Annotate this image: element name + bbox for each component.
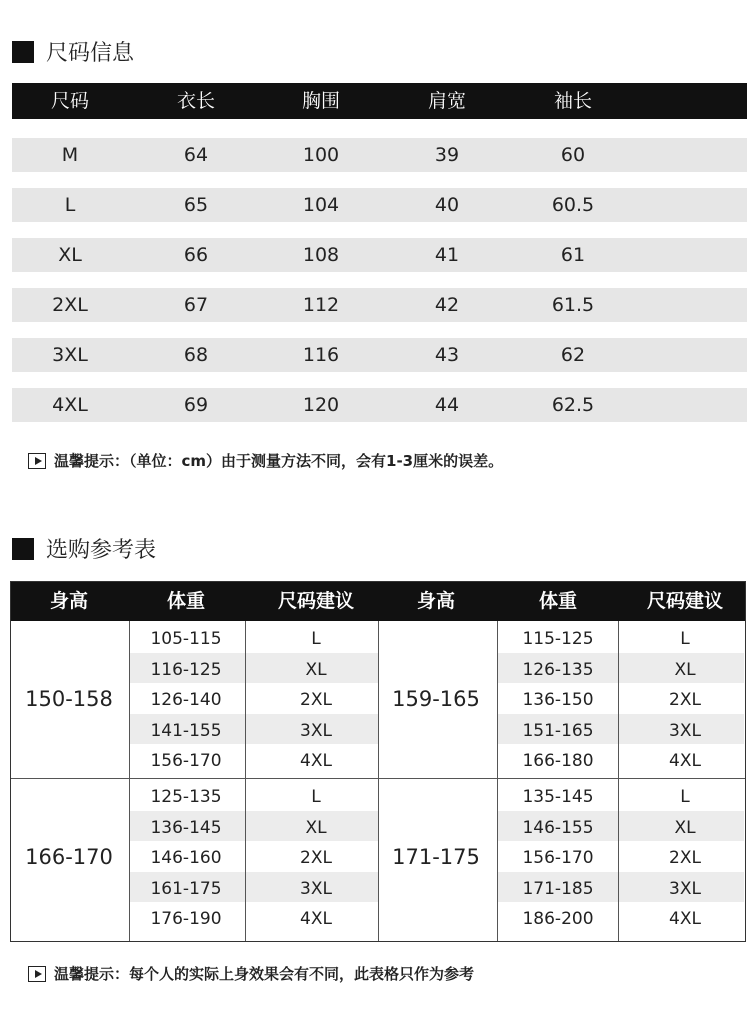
size-suggestion-cell: XL (305, 817, 327, 838)
size-cell: 65 (183, 194, 209, 216)
column-divider (497, 621, 498, 941)
size-cell: 40 (434, 194, 460, 216)
size-row (12, 338, 747, 372)
column-divider (618, 621, 619, 941)
ref-header-cell: 尺码建议 (646, 590, 724, 612)
size-cell: XL (58, 244, 82, 266)
size-info-title (12, 36, 134, 67)
weight-cell: 125-135 (150, 787, 222, 808)
weight-cell: 115-125 (522, 629, 594, 650)
square-bullet-icon (12, 538, 34, 560)
fit-note (28, 963, 474, 984)
size-cell: 120 (302, 394, 340, 416)
weight-cell: 161-175 (150, 878, 222, 899)
size-suggestion-cell: 4XL (669, 909, 701, 930)
size-cell: 67 (183, 294, 209, 316)
weight-cell: 135-145 (522, 787, 594, 808)
size-suggestion-cell: 2XL (669, 848, 701, 869)
size-cell: 69 (183, 394, 209, 416)
size-suggestion-cell: XL (674, 817, 696, 838)
size-header-cell: 肩宽 (427, 90, 467, 112)
weight-cell: 146-160 (150, 848, 222, 869)
height-range-cell: 171-175 (392, 845, 480, 870)
group-divider (11, 778, 745, 779)
ref-header-cell: 体重 (166, 590, 206, 612)
weight-cell: 136-145 (150, 817, 222, 838)
reference-table-title-text: 选购参考表 (46, 538, 157, 563)
size-suggestion-cell: 3XL (669, 878, 701, 899)
ref-header-cell: 身高 (49, 590, 89, 612)
size-table-header (12, 83, 747, 119)
weight-cell: 176-190 (150, 909, 222, 930)
size-cell: 43 (434, 344, 460, 366)
size-cell: 41 (434, 244, 460, 266)
size-suggestion-cell: XL (674, 659, 696, 680)
size-header-cell: 衣长 (176, 90, 216, 112)
size-cell: 42 (434, 294, 460, 316)
size-cell: M (61, 144, 79, 166)
size-suggestion-cell: L (680, 787, 690, 808)
size-header-cell: 袖长 (553, 90, 593, 112)
reference-table-title (12, 533, 156, 564)
weight-cell: 141-155 (150, 720, 222, 741)
size-suggestion-cell: 4XL (300, 751, 332, 772)
square-bullet-icon (12, 41, 34, 63)
size-cell: 61.5 (551, 294, 595, 316)
weight-cell: 156-170 (150, 751, 222, 772)
size-cell: 104 (302, 194, 340, 216)
size-cell: 100 (302, 144, 340, 166)
size-suggestion-cell: 2XL (300, 848, 332, 869)
size-cell: 64 (183, 144, 209, 166)
weight-cell: 136-150 (522, 690, 594, 711)
size-suggestion-cell: 4XL (669, 751, 701, 772)
ref-header-cell: 尺码建议 (277, 590, 355, 612)
size-cell: 44 (434, 394, 460, 416)
size-row (12, 238, 747, 272)
size-cell: 62 (560, 344, 586, 366)
size-cell: 68 (183, 344, 209, 366)
size-cell: 66 (183, 244, 209, 266)
weight-cell: 171-185 (522, 878, 594, 899)
reference-table-header (11, 582, 745, 621)
size-cell: 112 (302, 294, 340, 316)
play-icon (28, 966, 46, 982)
size-suggestion-cell: 4XL (300, 909, 332, 930)
size-row (12, 138, 747, 172)
size-cell: 3XL (52, 344, 88, 366)
size-cell: 4XL (52, 394, 88, 416)
weight-cell: 186-200 (522, 909, 594, 930)
measurement-note-text: 温馨提示：（单位：cm）由于测量方法不同，会有1-3厘米的误差。 (54, 452, 504, 470)
size-suggestion-cell: 2XL (669, 690, 701, 711)
size-cell: 62.5 (551, 394, 595, 416)
size-row (12, 188, 747, 222)
size-info-title-text: 尺码信息 (46, 41, 135, 66)
weight-cell: 151-165 (522, 720, 594, 741)
size-suggestion-cell: 3XL (300, 878, 332, 899)
size-cell: 116 (302, 344, 340, 366)
size-header-cell: 尺码 (50, 90, 90, 112)
size-suggestion-cell: L (680, 629, 690, 650)
weight-cell: 126-135 (522, 659, 594, 680)
height-range-cell: 159-165 (392, 687, 480, 712)
weight-cell: 105-115 (150, 629, 222, 650)
size-suggestion-cell: XL (305, 659, 327, 680)
ref-header-cell: 体重 (538, 590, 578, 612)
play-icon (28, 453, 46, 469)
size-row (12, 288, 747, 322)
size-cell: 108 (302, 244, 340, 266)
weight-cell: 126-140 (150, 690, 222, 711)
weight-cell: 146-155 (522, 817, 594, 838)
size-suggestion-cell: 3XL (669, 720, 701, 741)
ref-header-cell: 身高 (416, 590, 456, 612)
height-range-cell: 166-170 (25, 845, 113, 870)
weight-cell: 156-170 (522, 848, 594, 869)
fit-note-text: 温馨提示：每个人的实际上身效果会有不同，此表格只作为参考 (54, 965, 475, 983)
size-cell: 60.5 (551, 194, 595, 216)
column-divider (129, 621, 130, 941)
column-divider (378, 621, 379, 941)
size-cell: 39 (434, 144, 460, 166)
reference-table (10, 581, 746, 942)
size-cell: L (64, 194, 76, 216)
measurement-note (28, 450, 503, 471)
size-cell: 2XL (52, 294, 88, 316)
size-cell: 60 (560, 144, 586, 166)
column-divider (245, 621, 246, 941)
size-suggestion-cell: 2XL (300, 690, 332, 711)
size-row (12, 388, 747, 422)
weight-cell: 166-180 (522, 751, 594, 772)
size-cell: 61 (560, 244, 586, 266)
height-range-cell: 150-158 (25, 687, 113, 712)
weight-cell: 116-125 (150, 659, 222, 680)
size-suggestion-cell: 3XL (300, 720, 332, 741)
size-header-cell: 胸围 (301, 90, 341, 112)
size-suggestion-cell: L (311, 629, 321, 650)
size-suggestion-cell: L (311, 787, 321, 808)
